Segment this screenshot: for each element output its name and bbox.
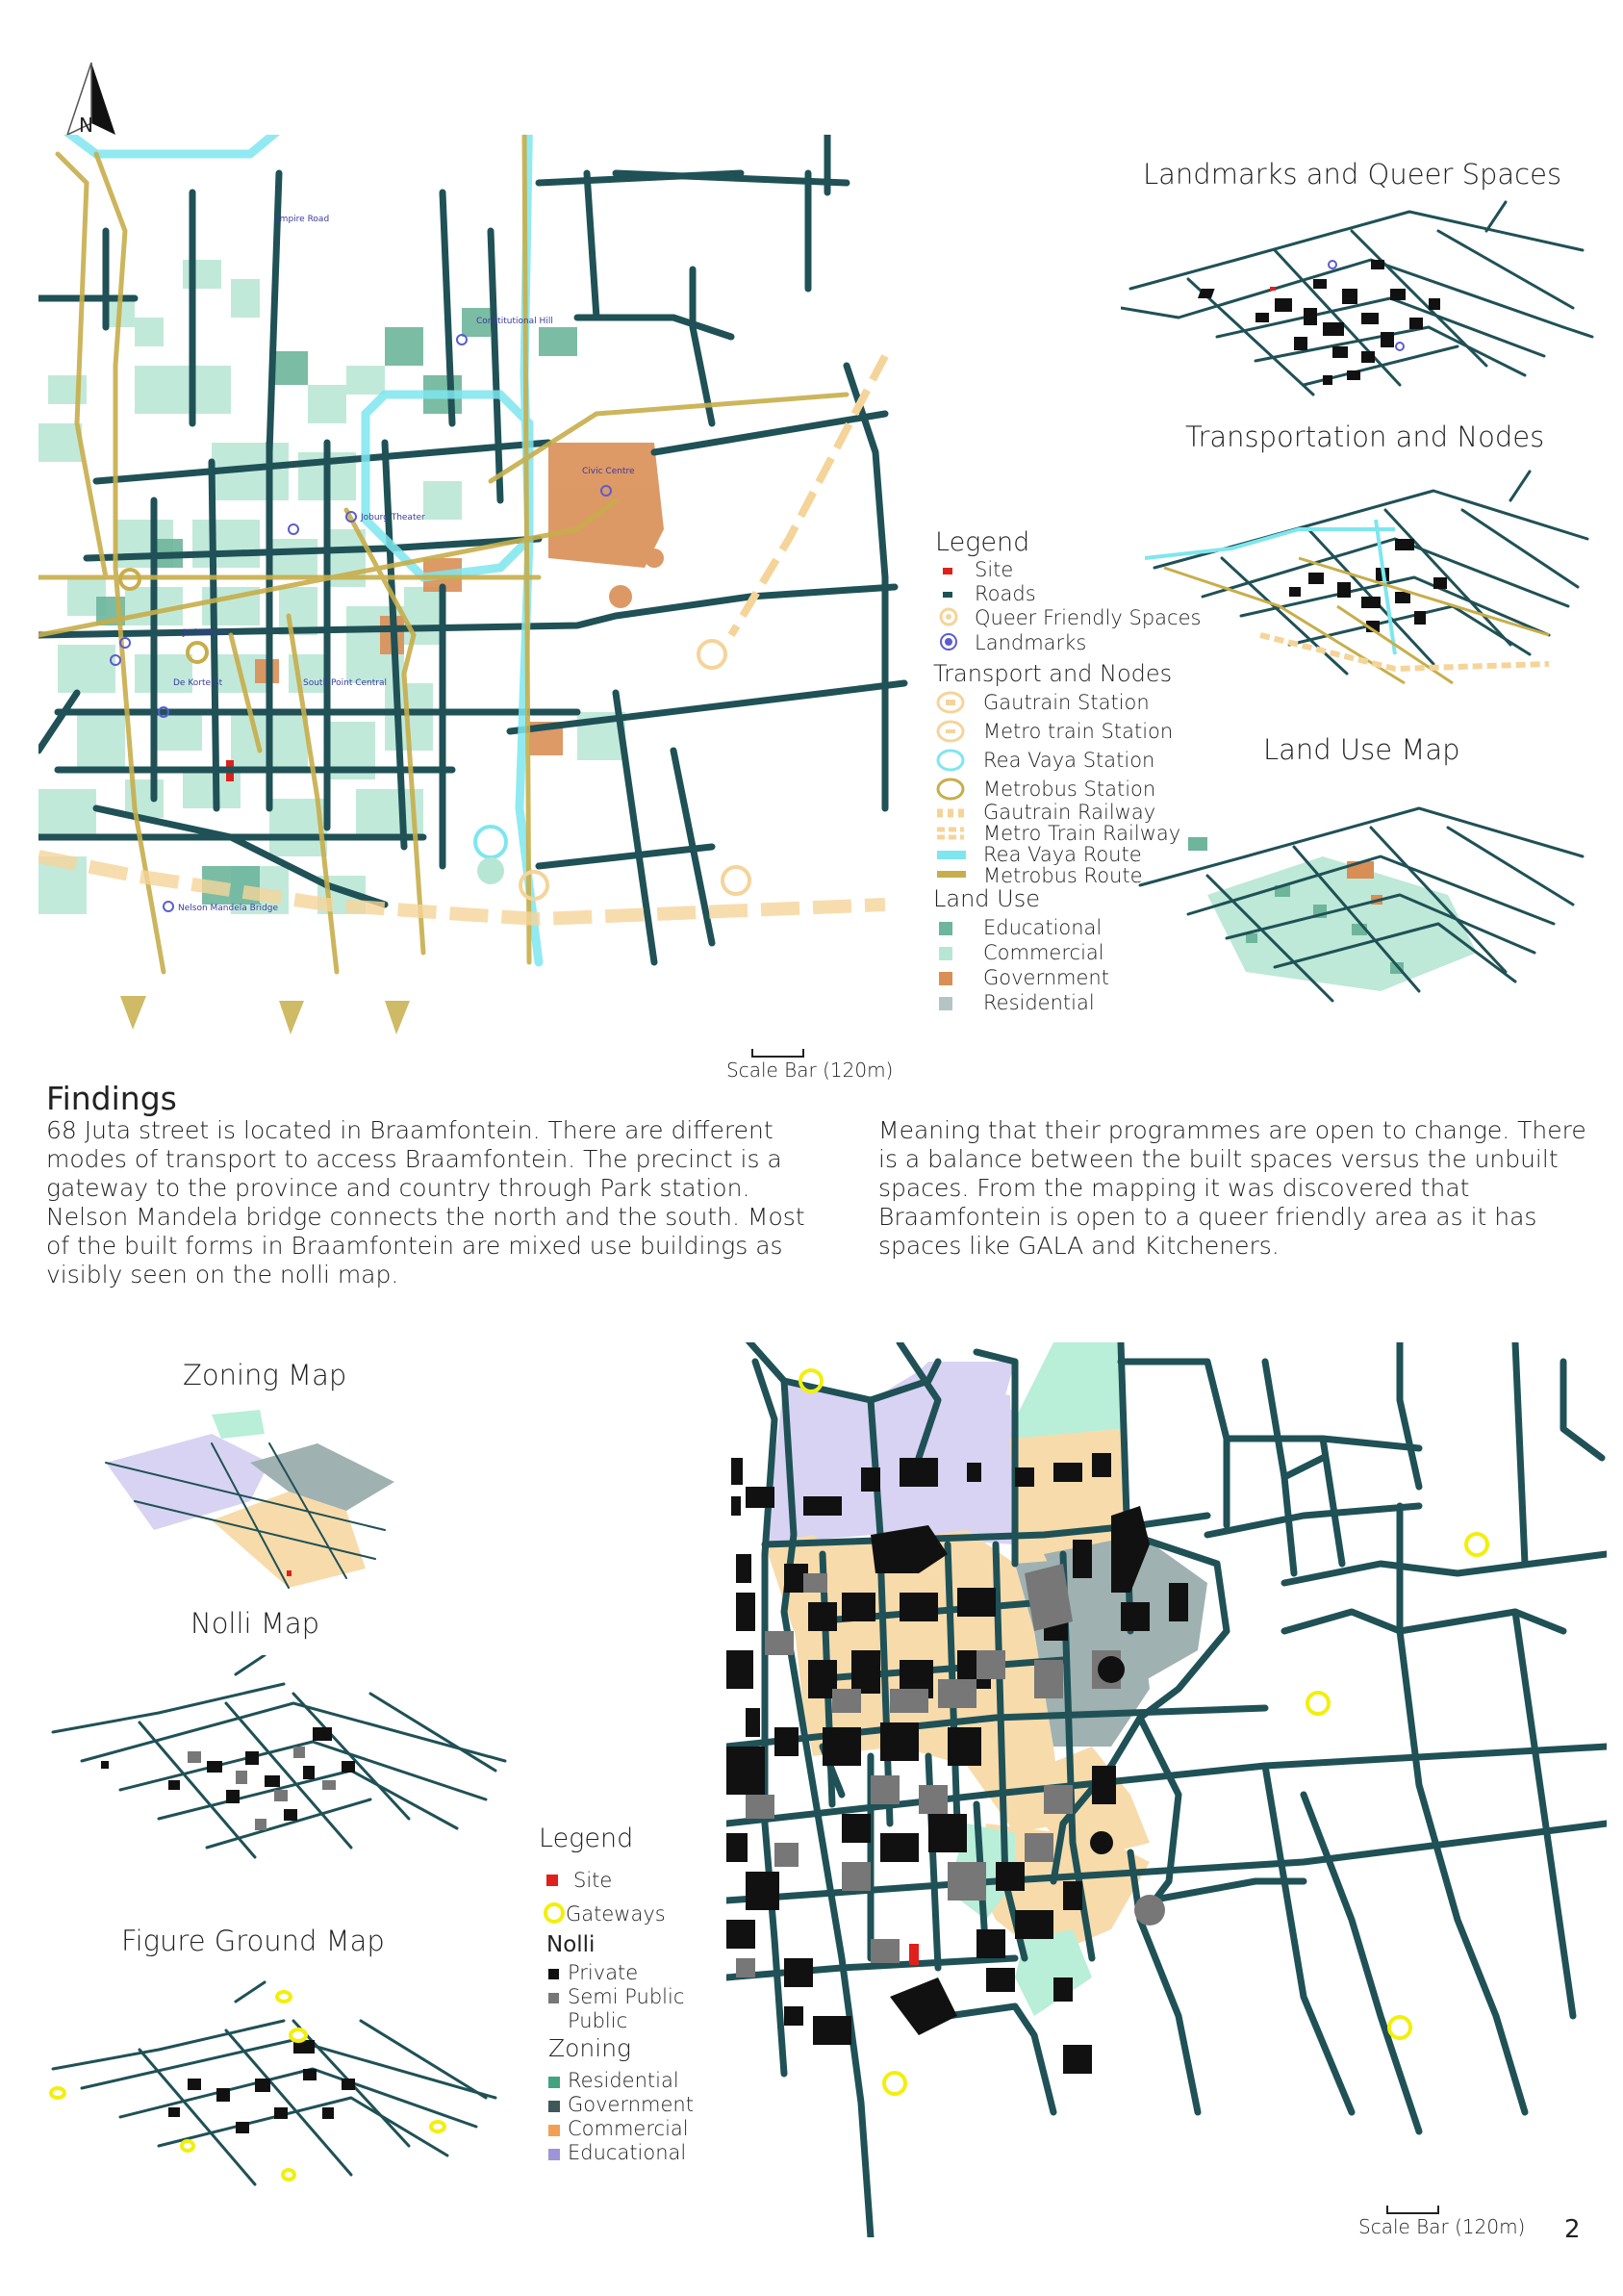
legend-metrobus-station: Metrobus Station	[983, 778, 1156, 801]
metrobus-station-icon	[935, 778, 966, 801]
legend-item-roads: Roads	[975, 582, 1036, 605]
bottom-legend-educational: Educational	[568, 2141, 687, 2164]
bottom-legend-nolli-title: Nolli	[546, 1932, 596, 1957]
bottom-legend-zoning-title: Zoning	[548, 2034, 632, 2062]
nolli-map-title: Nolli Map	[190, 1607, 320, 1640]
metro-railway-icon	[935, 826, 966, 841]
legend-metro-railway: Metro Train Railway	[983, 822, 1181, 845]
legend-title: Legend	[935, 527, 1030, 557]
semi-public-swatch	[548, 1993, 559, 2003]
government-swatch	[939, 972, 952, 985]
bottom-legend-public: Public	[568, 2009, 628, 2032]
transport-legend-title: Transport and Nodes	[933, 660, 1173, 687]
private-swatch	[548, 1969, 559, 1979]
zone-commercial-swatch	[548, 2125, 560, 2136]
legend-metrobus-route: Metrobus Route	[983, 864, 1143, 887]
svg-text:Nelson Mandela Bridge: Nelson Mandela Bridge	[178, 904, 278, 913]
gautrain-station-icon	[935, 691, 966, 714]
site-swatch	[943, 568, 952, 574]
bottom-legend-commercial: Commercial	[568, 2117, 689, 2140]
metro-station-icon	[935, 720, 966, 743]
legend-item-site: Site	[975, 558, 1014, 581]
svg-text:Jorissen St: Jorissen St	[183, 628, 229, 638]
svg-text:Empire Road: Empire Road	[274, 215, 330, 224]
transport-map-title: Transportation and Nodes	[1185, 421, 1545, 453]
zone-educational-swatch	[548, 2149, 560, 2160]
legend-item-landmarks: Landmarks	[975, 631, 1087, 654]
legend-item-queer: Queer Friendly Spaces	[975, 606, 1202, 629]
bottom-legend-site: Site	[573, 1869, 613, 1892]
svg-text:De Korte St: De Korte St	[173, 678, 223, 688]
roads-swatch	[943, 592, 952, 598]
figure-ground-iso-map	[43, 1963, 505, 2194]
svg-text:South Point Central: South Point Central	[303, 678, 387, 688]
bottom-site-swatch	[546, 1875, 558, 1886]
zone-residential-swatch	[548, 2077, 560, 2088]
nolli-iso-map	[43, 1655, 524, 1886]
landmark-icon	[938, 631, 959, 652]
figure-ground-title: Figure Ground Map	[121, 1925, 385, 1957]
bottom-legend-semi-public: Semi Public	[568, 1985, 685, 2008]
bottom-legend-title: Legend	[539, 1824, 634, 1853]
landmarks-iso-map	[1121, 192, 1602, 414]
bottom-scale-label: Scale Bar (120m)	[1358, 2215, 1526, 2238]
metrobus-route-swatch	[937, 871, 966, 878]
legend-commercial: Commercial	[983, 941, 1104, 964]
bottom-legend-residential: Residential	[568, 2069, 679, 2092]
rea-vaya-route-swatch	[937, 851, 966, 859]
svg-text:Joburg Theater: Joburg Theater	[361, 513, 425, 523]
legend-gautrain-railway: Gautrain Railway	[983, 801, 1156, 824]
legend-gautrain-station: Gautrain Station	[983, 691, 1150, 714]
educational-swatch	[939, 922, 952, 935]
commercial-swatch	[939, 947, 952, 960]
legend-rea-vaya-route: Rea Vaya Route	[983, 843, 1142, 866]
transport-iso-map	[1145, 462, 1597, 693]
north-label: N	[79, 114, 93, 137]
zone-government-swatch	[548, 2101, 560, 2112]
legend-rea-vaya-station: Rea Vaya Station	[983, 749, 1155, 772]
zoning-map-title: Zoning Map	[183, 1359, 347, 1391]
gautrain-railway-icon	[935, 806, 966, 820]
landuse-legend-title: Land Use	[933, 885, 1040, 912]
gateway-icon	[542, 1901, 567, 1926]
findings-right-paragraph: Meaning that their programmes are open to change. There is a balance between the built spaces versus the unbuilt spaces. From the mapping it was discovered that Braamfontein is open to a queer friendly area as it has spaces like GALA and Kitcheners.	[878, 1116, 1586, 1260]
findings-heading: Findings	[46, 1080, 177, 1117]
bottom-legend-private: Private	[568, 1961, 639, 1984]
main-scale-label: Scale Bar (120m)	[726, 1059, 894, 1082]
legend-government: Government	[983, 966, 1109, 989]
bottom-legend-government: Government	[568, 2093, 694, 2116]
landuse-iso-map	[1130, 779, 1602, 1030]
legend-educational: Educational	[983, 916, 1103, 939]
bottom-legend-gateways: Gateways	[566, 1902, 666, 1926]
queer-space-icon	[938, 606, 959, 627]
zoning-iso-map	[96, 1405, 462, 1597]
residential-swatch	[939, 997, 952, 1010]
legend-metro-station: Metro train Station	[983, 720, 1174, 743]
landmarks-map-title: Landmarks and Queer Spaces	[1143, 158, 1562, 191]
zoning-nolli-map	[726, 1342, 1607, 2237]
findings-left-paragraph: 68 Juta street is located in Braamfontein. There are different modes of transport to access Braamfontein. The precinct is a gateway to the province and country through Park station. Nelson Mandela bridge connects the north and the south. Most of the built forms in Braamfontein are mixed use buildings as visibly seen on the nolli map.	[46, 1116, 805, 1288]
main-map	[38, 135, 914, 1049]
page-number: 2	[1564, 2215, 1581, 2244]
svg-text:Constitutional Hill: Constitutional Hill	[476, 317, 553, 326]
svg-text:Civic Centre: Civic Centre	[582, 467, 635, 476]
rea-vaya-station-icon	[935, 749, 966, 772]
landuse-map-title: Land Use Map	[1263, 733, 1460, 766]
legend-residential: Residential	[983, 991, 1095, 1014]
